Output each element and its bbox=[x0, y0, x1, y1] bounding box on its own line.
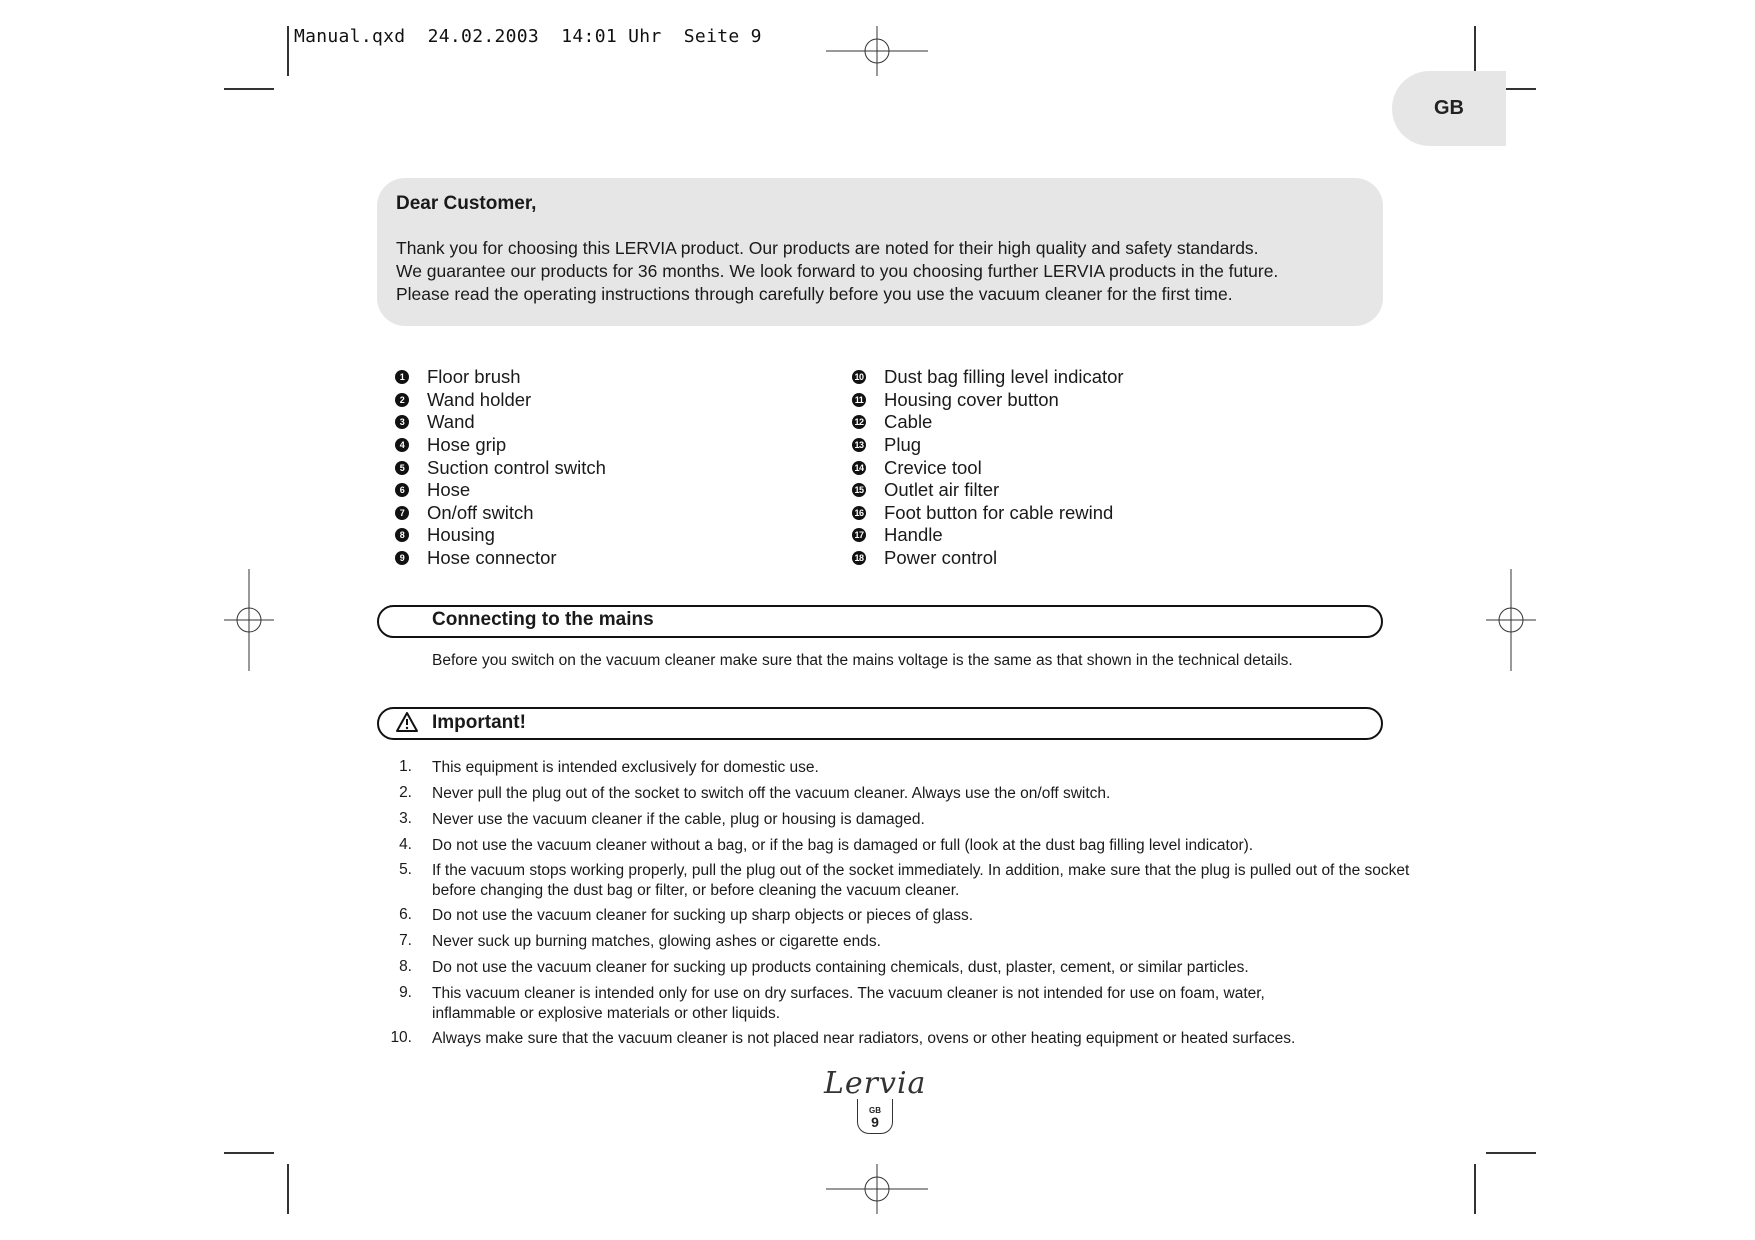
rule-line: Never suck up burning matches, glowing ashes or cigarette ends. bbox=[432, 933, 881, 950]
rule-text bbox=[432, 836, 1412, 856]
rule-number: 4. bbox=[399, 836, 412, 853]
part-number-badge: 14 bbox=[852, 461, 866, 475]
part-number-badge: 2 bbox=[395, 393, 409, 407]
part-number-badge: 16 bbox=[852, 506, 866, 520]
part-item bbox=[852, 366, 1124, 388]
rule-line: inflammable or explosive materials or other liquids. bbox=[432, 1005, 781, 1022]
part-label: Floor brush bbox=[427, 366, 521, 387]
rule-line: Never use the vacuum cleaner if the cable, plug or housing is damaged. bbox=[432, 811, 925, 828]
part-label: Foot button for cable rewind bbox=[884, 502, 1114, 523]
part-label: Wand holder bbox=[427, 389, 532, 410]
part-item bbox=[852, 457, 982, 479]
part-number-badge: 18 bbox=[852, 551, 866, 565]
rule-number: 5. bbox=[399, 861, 412, 878]
part-label: Suction control switch bbox=[427, 457, 606, 478]
rule-text bbox=[432, 784, 1412, 804]
part-label: Hose connector bbox=[427, 547, 557, 568]
part-number-badge: 6 bbox=[395, 483, 409, 497]
rule-line: This vacuum cleaner is intended only for use on dry surfaces. The vacuum cleaner is not intended for use on foam, water, bbox=[432, 985, 1265, 1002]
part-item bbox=[852, 479, 999, 501]
intro-greeting: Dear Customer, bbox=[396, 193, 537, 214]
rule-line: Do not use the vacuum cleaner for sucking up products containing chemicals, dust, plaster, cement, or similar particles. bbox=[432, 959, 1249, 976]
intro-line: Please read the operating instructions through carefully before you use the vacuum cleaner for the first time. bbox=[396, 284, 1233, 304]
part-number-badge: 17 bbox=[852, 528, 866, 542]
rule-number: 7. bbox=[399, 932, 412, 949]
part-item bbox=[395, 502, 534, 524]
part-number-badge: 10 bbox=[852, 370, 866, 384]
part-item bbox=[395, 479, 470, 501]
part-label: Crevice tool bbox=[884, 457, 982, 478]
mains-text: Before you switch on the vacuum cleaner make sure that the mains voltage is the same as that shown in the technical details. bbox=[432, 652, 1293, 669]
registration-mark-right bbox=[1486, 569, 1536, 671]
part-item bbox=[395, 389, 531, 411]
rule-number: 3. bbox=[399, 810, 412, 827]
rule-number: 10. bbox=[390, 1029, 412, 1046]
part-label: Wand bbox=[427, 411, 475, 432]
part-label: Handle bbox=[884, 524, 943, 545]
rule-line: Do not use the vacuum cleaner without a bag, or if the bag is damaged or full (look at the dust bag filling level indicator). bbox=[432, 837, 1254, 854]
section-header-important bbox=[377, 707, 1383, 740]
rule-number: 8. bbox=[399, 958, 412, 975]
part-item bbox=[395, 457, 606, 479]
part-item bbox=[395, 434, 506, 456]
rule-line: before changing the dust bag or filter, or before cleaning the vacuum cleaner. bbox=[432, 882, 960, 899]
part-number-badge: 12 bbox=[852, 415, 866, 429]
section-title-important: Important! bbox=[432, 712, 526, 733]
part-item bbox=[395, 366, 521, 388]
part-item bbox=[852, 524, 943, 546]
part-item bbox=[852, 502, 1113, 524]
part-number-badge: 4 bbox=[395, 438, 409, 452]
part-item bbox=[395, 547, 557, 569]
part-item bbox=[852, 434, 921, 456]
part-item bbox=[852, 389, 1059, 411]
part-label: Dust bag filling level indicator bbox=[884, 366, 1124, 387]
page-language: GB bbox=[869, 1106, 881, 1115]
registration-mark-top bbox=[826, 26, 928, 76]
part-label: Housing bbox=[427, 524, 495, 545]
part-number-badge: 8 bbox=[395, 528, 409, 542]
part-number-badge: 3 bbox=[395, 415, 409, 429]
part-number-badge: 9 bbox=[395, 551, 409, 565]
rule-line: Always make sure that the vacuum cleaner is not placed near radiators, ovens or other heating equipment or heated surfaces. bbox=[432, 1030, 1296, 1047]
rule-number: 9. bbox=[399, 984, 412, 1001]
rule-number: 2. bbox=[399, 784, 412, 801]
rule-number: 6. bbox=[399, 906, 412, 923]
part-label: Hose grip bbox=[427, 434, 507, 455]
page-number: 9 bbox=[871, 1114, 879, 1130]
part-number-badge: 11 bbox=[852, 393, 866, 407]
part-label: Hose bbox=[427, 479, 471, 500]
registration-mark-left bbox=[224, 569, 274, 671]
registration-mark-bottom bbox=[826, 1164, 928, 1214]
rule-text bbox=[432, 810, 1412, 830]
part-label: Cable bbox=[884, 411, 933, 432]
part-label: Power control bbox=[884, 547, 998, 568]
intro-line: We guarantee our products for 36 months. We look forward to you choosing further LERVIA products in the future. bbox=[396, 261, 1279, 281]
rule-text bbox=[432, 984, 1412, 1024]
page-number-badge bbox=[857, 1099, 893, 1134]
rule-line: Do not use the vacuum cleaner for sucking up sharp objects or pieces of glass. bbox=[432, 907, 974, 924]
rule-text bbox=[432, 861, 1412, 901]
brand-logo: Lervia bbox=[824, 1066, 927, 1101]
rule-line: Never pull the plug out of the socket to switch off the vacuum cleaner. Always use the on/off switch. bbox=[432, 785, 1111, 802]
rule-text bbox=[432, 758, 1412, 778]
intro-line: Thank you for choosing this LERVIA product. Our products are noted for their high quality and safety standards. bbox=[396, 238, 1259, 258]
part-item bbox=[395, 524, 495, 546]
language-tab: GB bbox=[1392, 71, 1506, 146]
rule-line: If the vacuum stops working properly, pull the plug out of the socket immediately. In addition, make sure that the plug is pulled out of the socket bbox=[432, 862, 1410, 879]
part-label: Housing cover button bbox=[884, 389, 1059, 410]
part-number-badge: 13 bbox=[852, 438, 866, 452]
section-title-mains: Connecting to the mains bbox=[432, 609, 654, 630]
rule-text bbox=[432, 1029, 1412, 1049]
part-number-badge: 1 bbox=[395, 370, 409, 384]
rule-line: This equipment is intended exclusively for domestic use. bbox=[432, 759, 819, 776]
rule-text bbox=[432, 958, 1412, 978]
part-label: Outlet air filter bbox=[884, 479, 1000, 500]
part-number-badge: 7 bbox=[395, 506, 409, 520]
part-label: Plug bbox=[884, 434, 922, 455]
rule-text bbox=[432, 906, 1412, 926]
part-number-badge: 15 bbox=[852, 483, 866, 497]
part-label: On/off switch bbox=[427, 502, 534, 523]
part-item bbox=[852, 411, 932, 433]
warning-icon bbox=[395, 711, 419, 733]
part-number-badge: 5 bbox=[395, 461, 409, 475]
part-item bbox=[395, 411, 475, 433]
part-item bbox=[852, 547, 997, 569]
rule-number: 1. bbox=[399, 758, 412, 775]
print-slug: Manual.qxd 24.02.2003 14:01 Uhr Seite 9 bbox=[294, 26, 762, 47]
rule-text bbox=[432, 932, 1412, 952]
